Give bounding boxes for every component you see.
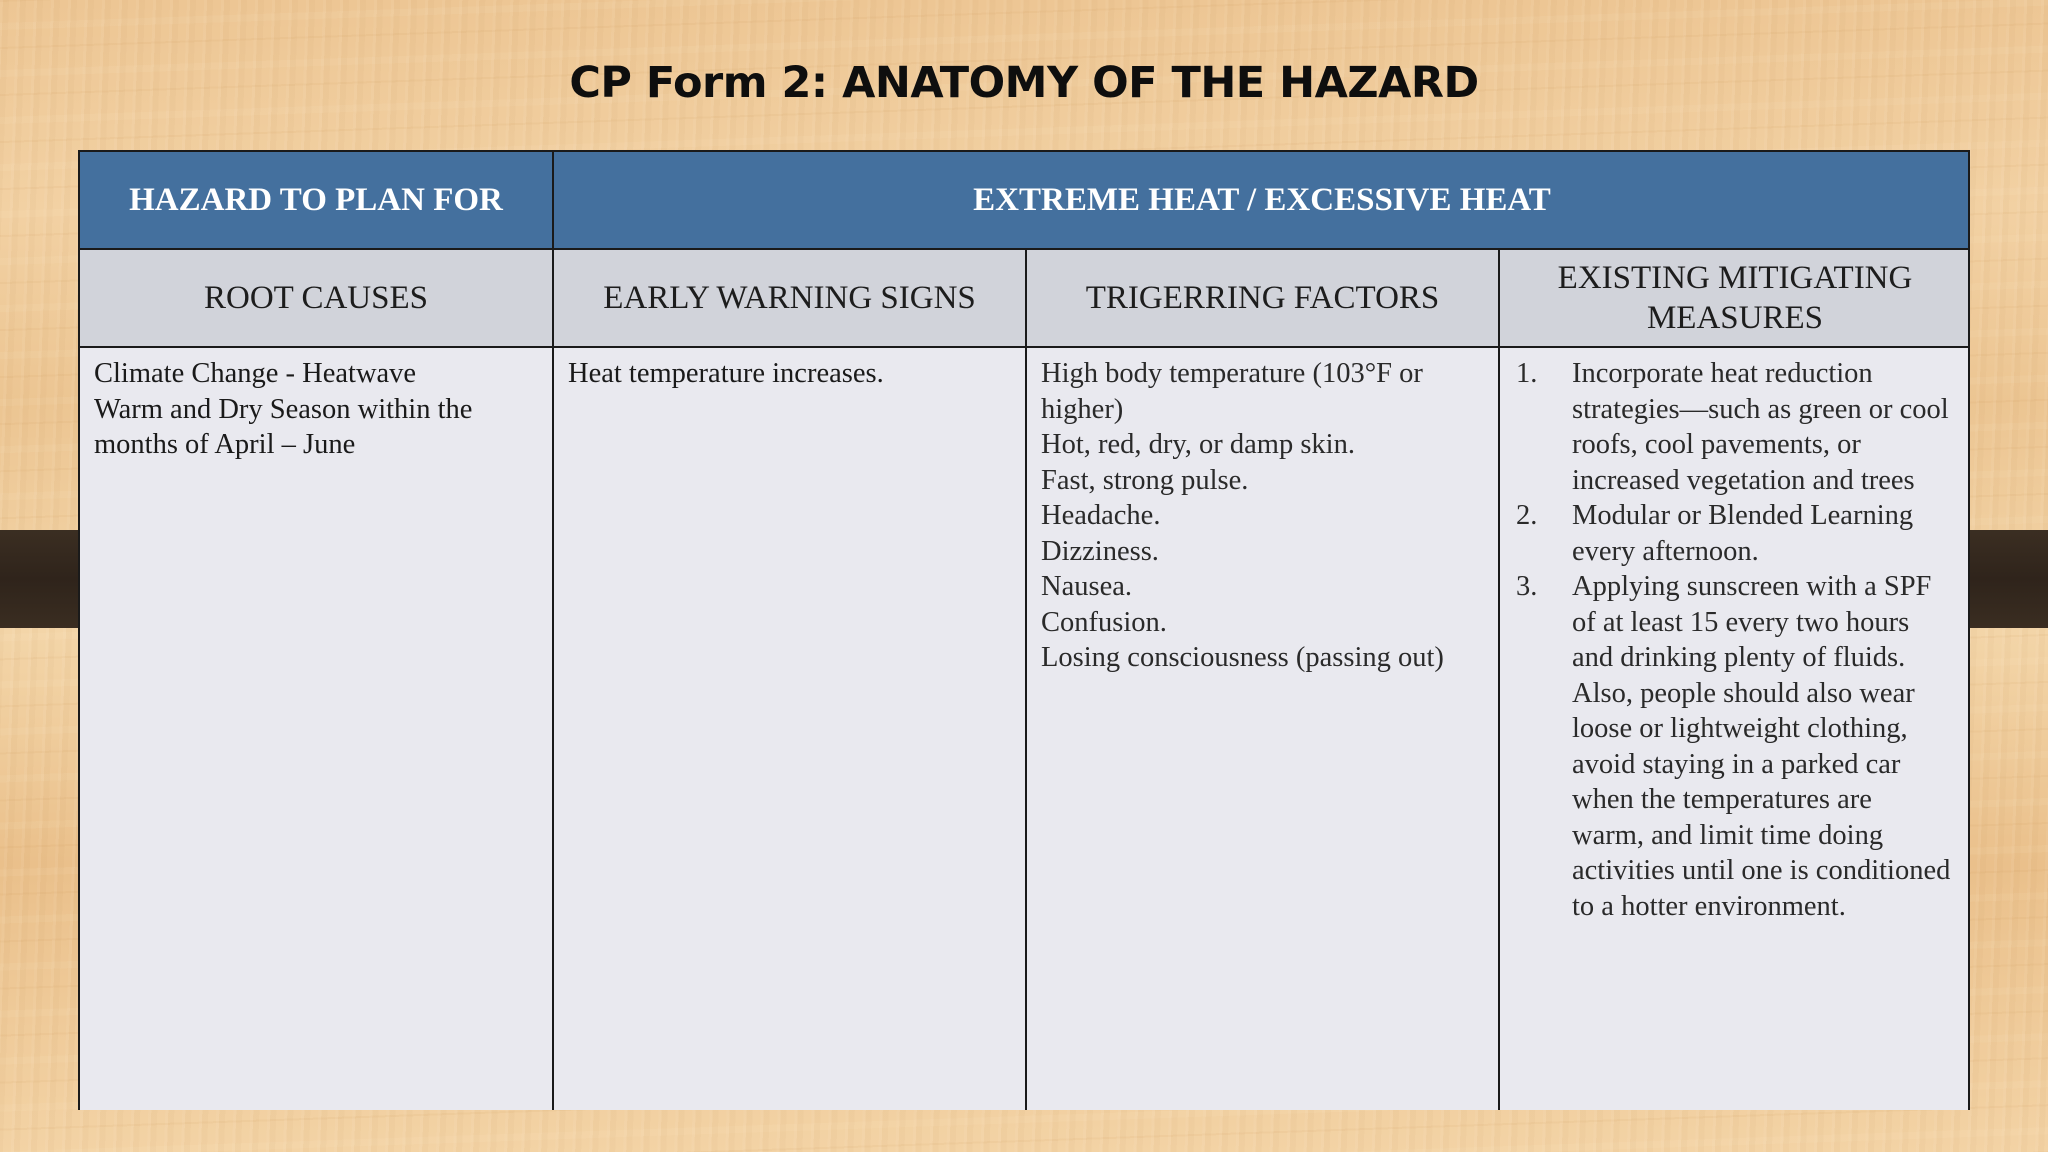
table-body-row <box>80 348 1968 1110</box>
measure-line: Also, people should also wear <box>1572 677 1915 709</box>
triggering-factor-line: Headache. <box>1041 500 1161 531</box>
page-title: CP Form 2: ANATOMY OF THE HAZARD <box>569 58 1479 108</box>
triggering-factor-line: higher) <box>1041 393 1124 425</box>
triggering-factors-cell <box>1025 348 1498 1110</box>
triggering-factor-line: Nausea. <box>1041 571 1132 602</box>
measure-line: avoid staying in a parked car <box>1572 748 1901 780</box>
hazard-row <box>80 152 1968 250</box>
hazard-label-cell: HAZARD TO PLAN FOR <box>129 181 503 218</box>
column-header-row <box>80 250 1968 348</box>
hazard-value-cell: EXTREME HEAT / EXCESSIVE HEAT <box>552 152 1970 248</box>
root-cause-line: Climate Change - Heatwave <box>94 358 417 389</box>
measure-line: to a hotter environment. <box>1572 890 1846 922</box>
triggering-factor-line: Losing consciousness (passing out) <box>1041 642 1444 673</box>
triggering-factor-line: Hot, red, dry, or damp skin. <box>1041 429 1355 460</box>
measure-line: increased vegetation and trees <box>1572 464 1915 496</box>
measure-line: Modular or Blended Learning <box>1572 500 1914 531</box>
measure-line: activities until one is conditioned <box>1572 855 1951 886</box>
measure-line: roofs, cool pavements, or <box>1572 429 1861 460</box>
measure-line: loose or lightweight clothing, <box>1572 713 1908 744</box>
list-item <box>1514 356 1956 498</box>
root-cause-line: Warm and Dry Season within the <box>94 393 473 425</box>
early-warning-signs-cell <box>552 348 1025 1110</box>
warning-sign-line: Heat temperature increases. <box>568 358 884 389</box>
list-item <box>1514 498 1956 569</box>
measure-line: and drinking plenty of fluids. <box>1572 642 1906 673</box>
triggering-factor-line: Confusion. <box>1041 606 1167 638</box>
hazard-anatomy-table <box>78 150 1970 1110</box>
list-item-number: 1. <box>1516 358 1538 389</box>
list-item <box>1514 569 1956 924</box>
measure-line: Incorporate heat reduction <box>1572 358 1873 389</box>
root-causes-cell <box>80 348 552 1110</box>
measure-line: every afternoon. <box>1572 535 1759 567</box>
column-header-root-causes: ROOT CAUSES <box>203 280 429 316</box>
mitigating-measures-list <box>1514 356 1956 924</box>
triggering-factor-line: Dizziness. <box>1041 535 1159 567</box>
list-item-number: 3. <box>1516 571 1538 602</box>
measure-line: warm, and limit time doing <box>1572 819 1884 851</box>
measure-line: Applying sunscreen with a SPF <box>1572 571 1932 602</box>
list-item-number: 2. <box>1516 500 1538 531</box>
measure-line: of at least 15 every two hours <box>1572 606 1910 638</box>
measure-line: strategies—such as green or cool <box>1572 393 1949 425</box>
triggering-factor-line: Fast, strong pulse. <box>1041 464 1249 496</box>
triggering-factor-line: High body temperature (103°F or <box>1041 358 1423 389</box>
measure-line: when the temperatures are <box>1572 784 1872 815</box>
column-header-mitigating-measures: EXISTING MITIGATING MEASURES <box>1498 250 1970 346</box>
column-header-triggering-factors: TRIGERRING FACTORS <box>1025 250 1498 346</box>
mitigating-measures-cell <box>1498 348 1970 1110</box>
column-header-early-warning-signs: EARLY WARNING SIGNS <box>552 250 1025 346</box>
root-cause-line: months of April – June <box>94 429 356 460</box>
